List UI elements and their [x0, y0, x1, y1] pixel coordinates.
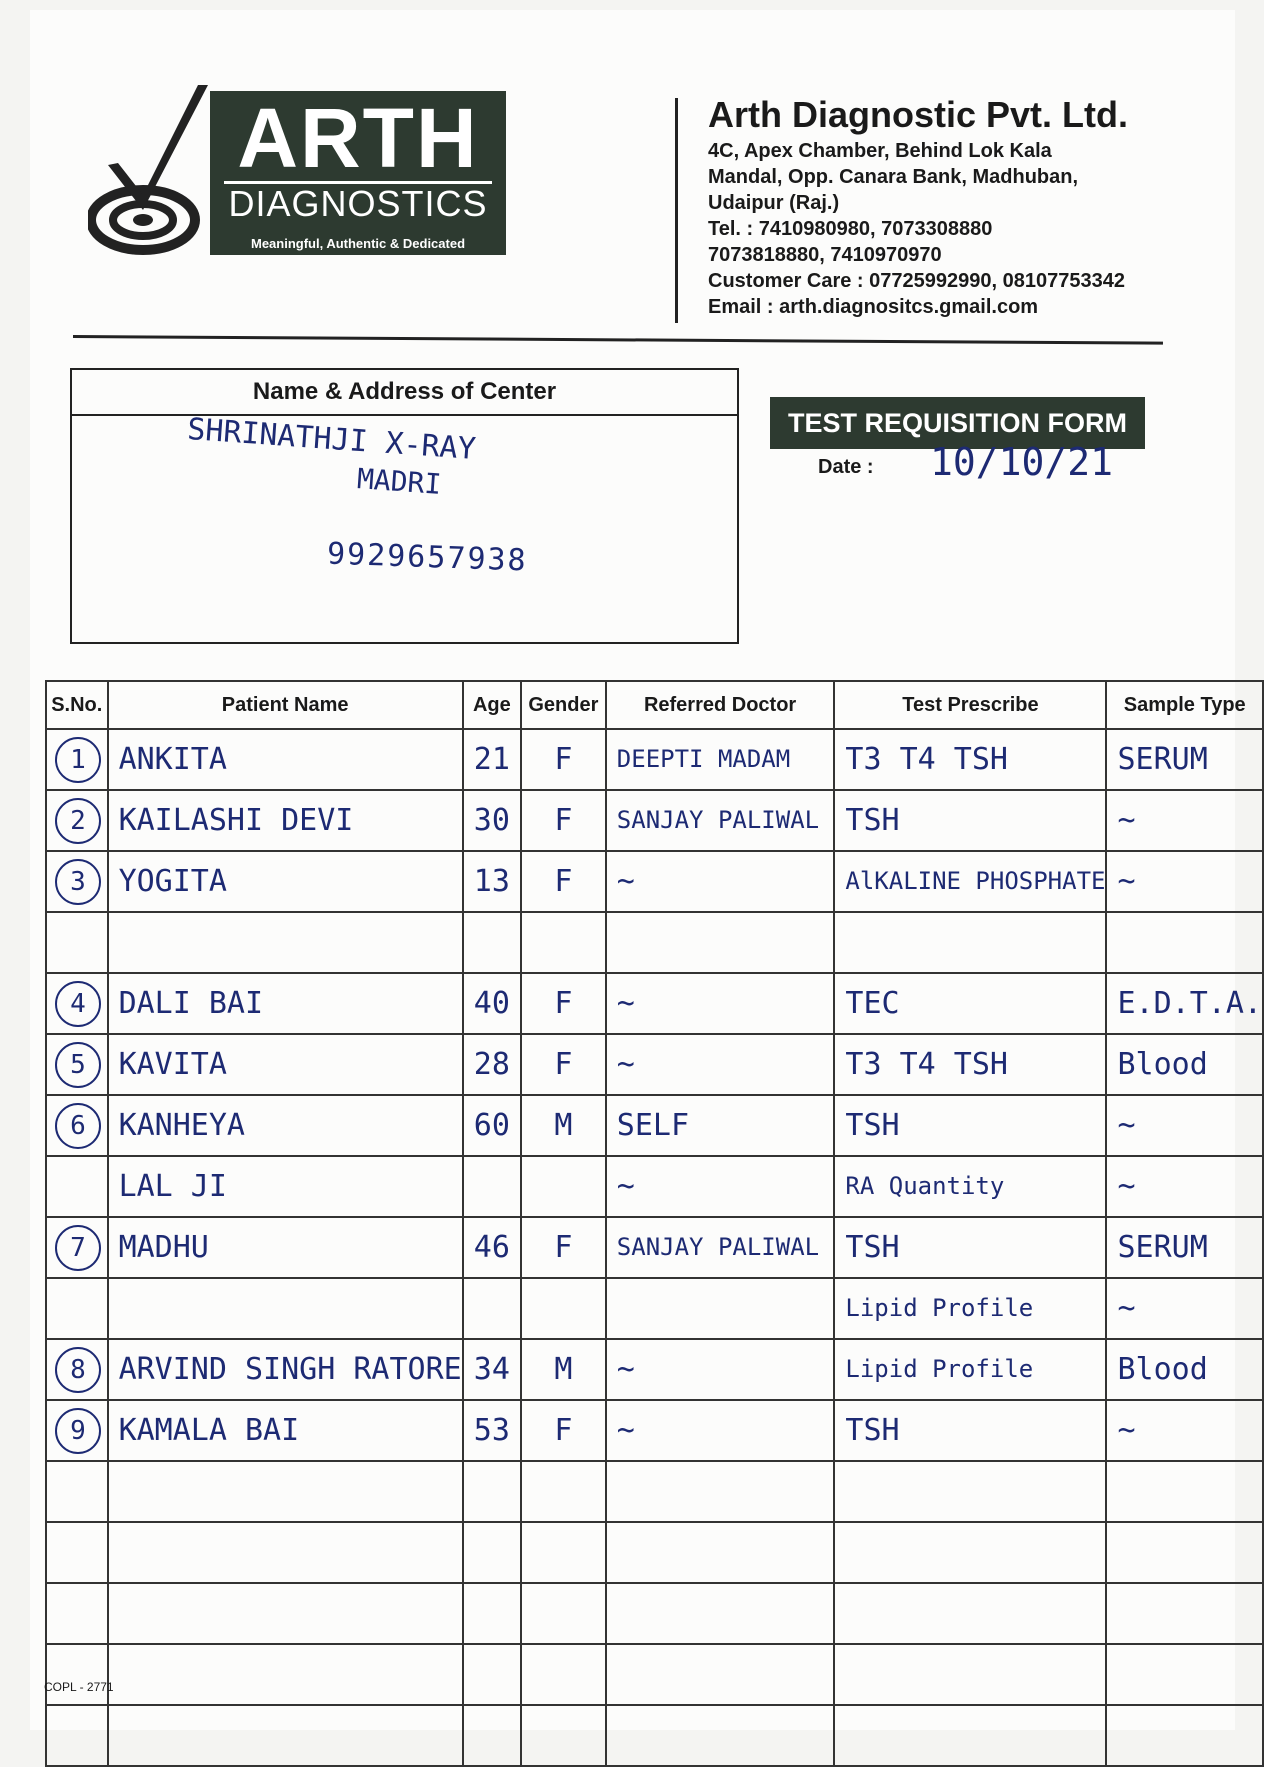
cell-sample: [1106, 729, 1263, 790]
cell-name: [108, 729, 463, 790]
serial-number: 6: [55, 1103, 101, 1149]
table-row: [46, 1095, 1263, 1156]
cell-test-text: RA Quantity: [845, 1173, 1005, 1200]
cell-sno: [46, 1461, 108, 1522]
email: Email : arth.diagnositcs.gmail.com: [708, 296, 1039, 318]
col-test-prescribe: Test Prescribe: [834, 681, 1106, 729]
cell-gender: [521, 973, 606, 1034]
cell-test: [834, 1156, 1106, 1217]
cell-name-text: KANHEYA: [118, 1109, 245, 1142]
cell-sno: [46, 1400, 108, 1461]
cell-doctor: [606, 1339, 835, 1400]
cell-sno: [46, 1583, 108, 1644]
cell-gender-text: F: [554, 987, 573, 1020]
cell-sno: [46, 1217, 108, 1278]
cell-doctor: [606, 1522, 835, 1583]
col-age: Age: [463, 681, 521, 729]
cell-name: [108, 851, 463, 912]
table-row: [46, 973, 1263, 1034]
cell-doctor-text: SANJAY PALIWAL: [616, 807, 820, 834]
cell-gender-text: M: [554, 1109, 573, 1142]
cell-name: [108, 1583, 463, 1644]
cell-sno: [46, 1522, 108, 1583]
cell-sample: [1106, 1461, 1263, 1522]
col-sno: S.No.: [46, 681, 108, 729]
cell-sample-text: ~: [1117, 1170, 1136, 1203]
cell-test: [834, 790, 1106, 851]
cell-age: [463, 912, 521, 973]
cell-test: [834, 1400, 1106, 1461]
cell-test: [834, 851, 1106, 912]
cell-doctor-text: SELF: [616, 1109, 690, 1142]
cell-age: [463, 729, 521, 790]
cell-age-text: 60: [473, 1109, 510, 1142]
form-title: TEST REQUISITION FORM: [770, 397, 1145, 449]
table-row: [46, 1461, 1263, 1522]
cell-gender: [521, 1644, 606, 1705]
serial-number: 4: [55, 981, 101, 1027]
cell-sno: [46, 790, 108, 851]
cell-gender: [521, 1400, 606, 1461]
cell-age: [463, 973, 521, 1034]
cell-age: [463, 1400, 521, 1461]
cell-sample: [1106, 973, 1263, 1034]
customer-care: Customer Care : 07725992990, 08107753342: [708, 270, 1125, 292]
cell-age-text: 13: [473, 865, 510, 898]
cell-sample-text: Blood: [1117, 1353, 1208, 1386]
cell-doctor: [606, 912, 835, 973]
form-code: COPL - 2771: [44, 1680, 114, 1694]
col-patient-name: Patient Name: [108, 681, 463, 729]
cell-age: [463, 1034, 521, 1095]
cell-gender-text: F: [554, 743, 573, 776]
patient-table: [45, 680, 1264, 1767]
cell-sample: [1106, 1095, 1263, 1156]
cell-test-text: TSH: [845, 804, 900, 837]
cell-test-text: T3 T4 TSH: [845, 1048, 1008, 1081]
cell-gender: [521, 1705, 606, 1766]
table-row: [46, 1400, 1263, 1461]
table-row: [46, 1156, 1263, 1217]
cell-doctor: [606, 1400, 835, 1461]
cell-name: [108, 1705, 463, 1766]
cell-age-text: 40: [473, 987, 510, 1020]
table-header: [46, 681, 1263, 729]
cell-gender-text: F: [554, 1048, 573, 1081]
cell-test: [834, 729, 1106, 790]
cell-age: [463, 1644, 521, 1705]
cell-name: [108, 1095, 463, 1156]
cell-test: [834, 1095, 1106, 1156]
col-sample-type: Sample Type: [1106, 681, 1263, 729]
table-row: [46, 790, 1263, 851]
cell-doctor-text: ~: [616, 987, 635, 1020]
cell-sample: [1106, 912, 1263, 973]
cell-doctor: [606, 1278, 835, 1339]
cell-sample: [1106, 1278, 1263, 1339]
target-check-icon: [88, 85, 228, 260]
cell-sample: [1106, 1400, 1263, 1461]
serial-number: 9: [55, 1408, 101, 1454]
cell-gender: [521, 1461, 606, 1522]
table-row: [46, 1583, 1263, 1644]
cell-gender-text: F: [554, 1231, 573, 1264]
cell-sample: [1106, 1705, 1263, 1766]
cell-sample: [1106, 1644, 1263, 1705]
cell-name: [108, 1217, 463, 1278]
cell-test-text: TEC: [845, 987, 900, 1020]
cell-name: [108, 1400, 463, 1461]
cell-name: [108, 1461, 463, 1522]
cell-name-text: YOGITA: [118, 865, 227, 898]
cell-age: [463, 851, 521, 912]
cell-gender: [521, 1278, 606, 1339]
cell-gender: [521, 1339, 606, 1400]
cell-sno: [46, 1156, 108, 1217]
cell-age: [463, 1583, 521, 1644]
cell-test: [834, 1461, 1106, 1522]
cell-name-text: ARVIND SINGH RATORE: [118, 1353, 462, 1386]
cell-age: [463, 1156, 521, 1217]
logo-box: [210, 91, 506, 255]
cell-doctor: [606, 729, 835, 790]
cell-test: [834, 1278, 1106, 1339]
table-row: [46, 1217, 1263, 1278]
cell-sample-text: ~: [1117, 865, 1136, 898]
cell-sample: [1106, 1156, 1263, 1217]
cell-name-text: KAILASHI DEVI: [118, 804, 354, 837]
cell-doctor: [606, 1644, 835, 1705]
cell-name-text: LAL JI: [118, 1170, 227, 1203]
table-body: [46, 729, 1263, 1766]
cell-doctor-text: ~: [616, 1048, 635, 1081]
cell-age-text: 46: [473, 1231, 510, 1264]
cell-age-text: 53: [473, 1414, 510, 1447]
cell-age-text: 28: [473, 1048, 510, 1081]
serial-number: 7: [55, 1225, 101, 1271]
cell-age-text: 21: [473, 743, 510, 776]
cell-sample: [1106, 790, 1263, 851]
cell-name-text: KAMALA BAI: [118, 1414, 300, 1447]
cell-test-text: Lipid Profile: [845, 1356, 1034, 1383]
cell-age: [463, 1522, 521, 1583]
cell-doctor: [606, 1461, 835, 1522]
address-line-1: 4C, Apex Chamber, Behind Lok Kala: [708, 140, 1052, 162]
center-heading: Name & Address of Center: [72, 370, 737, 416]
cell-sample: [1106, 851, 1263, 912]
cell-sample: [1106, 1583, 1263, 1644]
table-row: [46, 1278, 1263, 1339]
table-row: [46, 1522, 1263, 1583]
cell-test: [834, 1522, 1106, 1583]
cell-gender-text: F: [554, 1414, 573, 1447]
cell-gender: [521, 1583, 606, 1644]
cell-name: [108, 912, 463, 973]
cell-doctor-text: ~: [616, 1414, 635, 1447]
cell-sample-text: SERUM: [1117, 1231, 1208, 1264]
cell-doctor-text: ~: [616, 865, 635, 898]
cell-gender-text: M: [554, 1353, 573, 1386]
cell-test-text: Lipid Profile: [845, 1295, 1034, 1322]
cell-age: [463, 1705, 521, 1766]
cell-age-text: 34: [473, 1353, 510, 1386]
cell-doctor-text: ~: [616, 1170, 635, 1203]
cell-name-text: MADHU: [118, 1231, 209, 1264]
cell-doctor-text: SANJAY PALIWAL: [616, 1234, 820, 1261]
cell-gender-text: F: [554, 865, 573, 898]
cell-doctor: [606, 1034, 835, 1095]
cell-sample-text: SERUM: [1117, 743, 1208, 776]
logo: [88, 85, 508, 260]
cell-test: [834, 912, 1106, 973]
cell-test: [834, 1034, 1106, 1095]
cell-test: [834, 1644, 1106, 1705]
logo-tagline: Meaningful, Authentic & Dedicated: [250, 236, 466, 251]
cell-age: [463, 1339, 521, 1400]
cell-name-text: DALI BAI: [118, 987, 264, 1020]
cell-name: [108, 973, 463, 1034]
table-row: [46, 1339, 1263, 1400]
table-row: [46, 851, 1263, 912]
cell-test-text: T3 T4 TSH: [845, 743, 1008, 776]
cell-doctor: [606, 1583, 835, 1644]
cell-sample-text: ~: [1117, 1109, 1136, 1142]
cell-gender: [521, 1156, 606, 1217]
cell-test-text: TSH: [845, 1231, 900, 1264]
serial-number: 8: [55, 1347, 101, 1393]
table-row: [46, 1644, 1263, 1705]
serial-number: 3: [55, 859, 101, 905]
table-row: [46, 729, 1263, 790]
cell-name-text: KAVITA: [118, 1048, 227, 1081]
cell-doctor: [606, 973, 835, 1034]
date-label: Date :: [818, 456, 874, 478]
cell-doctor: [606, 851, 835, 912]
cell-gender: [521, 1217, 606, 1278]
cell-sno: [46, 912, 108, 973]
cell-test: [834, 1217, 1106, 1278]
cell-age: [463, 790, 521, 851]
cell-doctor: [606, 1217, 835, 1278]
cell-sample-text: ~: [1117, 804, 1136, 837]
cell-sample-text: ~: [1117, 1292, 1136, 1325]
cell-gender: [521, 729, 606, 790]
cell-name: [108, 1522, 463, 1583]
cell-sample: [1106, 1217, 1263, 1278]
cell-name: [108, 1644, 463, 1705]
address-line-2: Mandal, Opp. Canara Bank, Madhuban,: [708, 166, 1079, 188]
cell-test: [834, 973, 1106, 1034]
cell-age: [463, 1461, 521, 1522]
cell-sno: [46, 1705, 108, 1766]
logo-title: ARTH: [237, 91, 479, 185]
cell-sample: [1106, 1034, 1263, 1095]
cell-gender: [521, 912, 606, 973]
cell-name: [108, 1034, 463, 1095]
table-row: [46, 1034, 1263, 1095]
table-row: [46, 1705, 1263, 1766]
center-name-line1: SHRINATHJI X-RAY: [186, 411, 477, 468]
cell-name: [108, 1278, 463, 1339]
cell-name: [108, 1156, 463, 1217]
cell-sno: [46, 1644, 108, 1705]
cell-sample-text: ~: [1117, 1414, 1136, 1447]
cell-test-text: AlKALINE PHOSPHATE: [845, 868, 1106, 895]
address-line-3: Udaipur (Raj.): [708, 192, 840, 214]
cell-gender: [521, 851, 606, 912]
cell-name: [108, 1339, 463, 1400]
cell-sno: [46, 1034, 108, 1095]
cell-sno: [46, 1278, 108, 1339]
cell-gender-text: F: [554, 804, 573, 837]
col-referred-doctor: Referred Doctor: [606, 681, 835, 729]
cell-gender: [521, 790, 606, 851]
cell-doctor: [606, 1156, 835, 1217]
cell-test-text: TSH: [845, 1414, 900, 1447]
cell-gender: [521, 1522, 606, 1583]
cell-sno: [46, 973, 108, 1034]
cell-gender: [521, 1034, 606, 1095]
cell-gender: [521, 1095, 606, 1156]
tel-line-2: 7073818880, 7410970970: [708, 244, 942, 266]
date-value: 10/10/21: [930, 440, 1114, 484]
logo-subtitle: DIAGNOSTICS: [224, 181, 492, 224]
cell-test: [834, 1705, 1106, 1766]
cell-sample-text: E.D.T.A.: [1117, 987, 1262, 1020]
cell-sno: [46, 851, 108, 912]
serial-number: 2: [55, 798, 101, 844]
company-name: Arth Diagnostic Pvt. Ltd.: [708, 94, 1129, 135]
cell-doctor: [606, 1705, 835, 1766]
cell-sample: [1106, 1339, 1263, 1400]
cell-test: [834, 1583, 1106, 1644]
cell-sno: [46, 1339, 108, 1400]
serial-number: 5: [55, 1042, 101, 1088]
cell-test: [834, 1339, 1106, 1400]
cell-name-text: ANKITA: [118, 743, 227, 776]
cell-doctor-text: DEEPTI MADAM: [616, 746, 791, 773]
cell-doctor: [606, 1095, 835, 1156]
center-phone: 9929657938: [326, 536, 529, 579]
cell-age-text: 30: [473, 804, 510, 837]
center-name-line2: MADRI: [355, 462, 443, 501]
company-info: [708, 92, 1188, 320]
center-box: [70, 368, 739, 644]
cell-doctor: [606, 790, 835, 851]
header-divider: [675, 98, 678, 323]
cell-doctor-text: ~: [616, 1353, 635, 1386]
serial-number: 1: [55, 737, 101, 783]
cell-test-text: TSH: [845, 1109, 900, 1142]
cell-name: [108, 790, 463, 851]
cell-age: [463, 1278, 521, 1339]
cell-sample: [1106, 1522, 1263, 1583]
table-row: [46, 912, 1263, 973]
col-gender: Gender: [521, 681, 606, 729]
cell-sample-text: Blood: [1117, 1048, 1208, 1081]
tel-line-1: Tel. : 7410980980, 7073308880: [708, 218, 993, 240]
cell-sno: [46, 1095, 108, 1156]
cell-age: [463, 1217, 521, 1278]
cell-age: [463, 1095, 521, 1156]
cell-sno: [46, 729, 108, 790]
